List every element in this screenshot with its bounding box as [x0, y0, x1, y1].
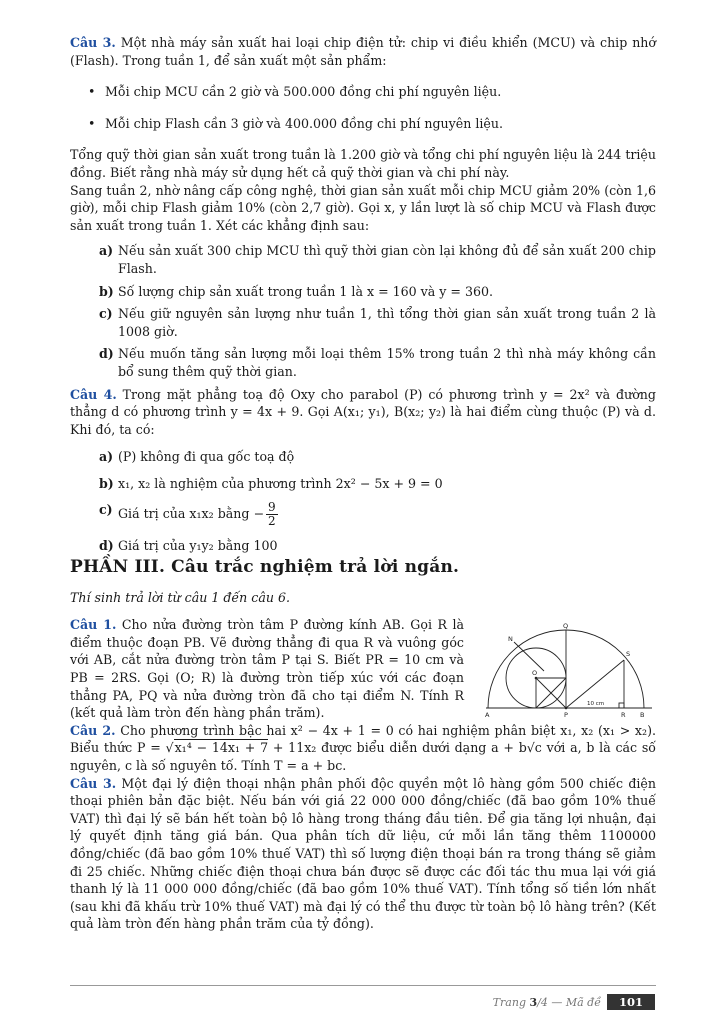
s2-text: Câu 2. Cho phương trình bậc hai x² − 4x + 1 = 0 có hai nghiệm phân biệt x₁, x₂ (x₁ > x₂). Biểu thức P = √x₁⁴ − 14x₁ + 7 + 11x₂ được biểu diễn dưới dạng a + b√c với a, b là các số nguyên, c là số nguyên tố. Tính T = a + bc. — [70, 722, 657, 773]
q4-option-b: b) x₁, x₂ là nghiệm của phương trình 2x² − 5x + 9 = 0 — [99, 475, 443, 491]
q3-paragraph-1: Tổng quỹ thời gian sản xuất trong tuần là 1.200 giờ và tổng chi phí nguyên liệu là 244 triệu đồng. Biết rằng nhà máy sử dụng hết cả quỹ thời gian và chi phí này. — [70, 147, 656, 180]
q3-paragraph-2: Sang tuần 2, nhờ nâng cấp công nghệ, thời gian sản xuất mỗi chip MCU giảm 20% (còn 1,6 giờ), mỗi chip Flash giảm 10% (còn 2,7 giờ). Gọi x, y lần lượt là số chip MCU và Flash được sản xuất trong tuần 1. Xét các khẳng định sau: — [70, 182, 656, 233]
s1-label: Câu 1. — [70, 617, 117, 633]
q3-option-b: b) Số lượng chip sản xuất trong tuần 1 là x = 160 và y = 360. — [99, 283, 494, 299]
part3-title: PHẦN III. Câu trắc nghiệm trả lời ngắn. — [70, 557, 460, 578]
label-r: R — [621, 711, 626, 720]
q4-options — [70, 448, 656, 555]
q3-options — [70, 242, 656, 380]
s2-label: Câu 2. — [70, 722, 116, 738]
s1-block — [70, 616, 656, 722]
exam-code-badge: 101 — [607, 994, 655, 1010]
s3-text: Câu 3. Một đại lý điện thoại nhận phân phối độc quyền một lô hàng gồm 500 chiếc điện thoại phiên bản đặc biệt. Nếu bán với giá 22 000 000 đồng/chiếc (đã bao gồm 10% thuế VAT) thì đại lý sẽ bán hết toàn bộ lô hàng trong tháng đầu tiên. Để gia tăng lợi nhuận, đại lý quyết định tăng giá bán. Qua phân tích dữ liệu, cứ mỗi lần tăng thêm 1100000 đồng/chiếc (đã bao gồm 10% thuế VAT) thì số lượng điện thoại bán ra trong tháng sẽ giảm đi 25 chiếc. Những chiếc điện thoại chưa bán được sẽ được các đối tác thu mua lại với giá thanh lý là 11 000 000 đồng/chiếc (đã bao gồm 10% thuế VAT). Tính tổng số tiền lớn nhất (sau khi đã khấu trừ 10% thuế VAT) mà đại lý có thể thu được từ toàn bộ lô hàng trên? (Kết quả làm tròn đến hàng phần trăm của tỷ đồng). — [70, 775, 656, 932]
q3-bullet-list — [70, 83, 656, 132]
part3-instruction: Thí sinh trả lời từ câu 1 đến câu 6. — [70, 589, 290, 605]
q4-option-a: a) (P) không đi qua gốc toạ độ — [99, 449, 295, 465]
label-b: B — [640, 711, 645, 720]
q3-option-d: d) Nếu muốn tăng sản lượng mỗi loại thêm 15% trong tuần 2 thì nhà máy không cần bổ sung thêm quỹ thời gian. — [99, 346, 656, 379]
label-n: N — [508, 635, 513, 644]
semicircle-figure — [484, 622, 656, 722]
q4-option-c: c) Giá trị của x₁x₂ bằng − $\frac{9}{2}$ — [99, 500, 276, 529]
s3-label: Câu 3. — [70, 775, 117, 791]
label-q: Q — [563, 622, 569, 631]
label-o: O — [532, 669, 538, 678]
page-number: 3 — [529, 996, 538, 1009]
q3-option-c: c) Nếu giữ nguyên sản lượng như tuần 1, thì tổng thời gian sản xuất trong tuần 2 là 1008 giờ. — [99, 306, 656, 339]
label-s: S — [626, 650, 631, 659]
q3-label: Câu 3. — [70, 35, 116, 50]
label-p: P — [564, 711, 568, 720]
exam-page — [70, 34, 656, 933]
q4-label: Câu 4. — [70, 386, 117, 402]
sqrt-expression: x₁⁴ − 14x₁ + 7 — [174, 740, 269, 756]
segment-n — [514, 642, 544, 671]
q4-option-d: d) Giá trị của y₁y₂ bằng 100 — [99, 538, 278, 554]
fraction: $\frac{9}{2}$ — [268, 500, 276, 529]
footer-rule — [70, 985, 656, 986]
s1-text: Câu 1. Cho nửa đường tròn tâm P đường kính AB. Gọi R là điểm thuộc đoạn PB. Vẽ đường thẳng đi qua R và vuông góc với AB, cắt nửa đường tròn tâm P tại S. Biết PR = 10 cm và PB = 2RS. Gọi (O; R) là đường tròn tiếp xúc với các đoạn thẳng PA, PQ và nửa đường tròn đã cho tại điểm N. Tính R (kết quả làm tròn đến hàng phần trăm). — [70, 617, 464, 721]
q3-option-a: a) Nếu sản xuất 300 chip MCU thì quỹ thời gian còn lại không đủ để sản xuất 200 chip Flash. — [99, 243, 656, 276]
list-item: • Mỗi chip Flash cần 3 giờ và 400.000 đồng chi phí nguyên liệu. — [70, 115, 656, 133]
label-a: A — [485, 711, 490, 720]
page-footer: Trang 3/4 — Mã đề 101 — [493, 994, 655, 1010]
list-item: • Mỗi chip MCU cần 2 giờ và 500.000 đồng chi phí nguyên liệu. — [70, 83, 656, 101]
q4-intro: Câu 4. Trong mặt phẳng toạ độ Oxy cho parabol (P) có phương trình y = 2x² và đường thẳng d có phương trình y = 4x + 9. Gọi A(x₁; y₁), B(x₂; y₂) là hai điểm cùng thuộc (P) và d. Khi đó, ta có: — [70, 386, 656, 437]
q3-intro: Câu 3. Một nhà máy sản xuất hai loại chip điện tử: chip vi điều khiển (MCU) và chip nhớ (Flash). Trong tuần 1, để sản xuất một sản phẩm: — [70, 35, 656, 68]
label-length: 10 cm — [587, 701, 605, 708]
